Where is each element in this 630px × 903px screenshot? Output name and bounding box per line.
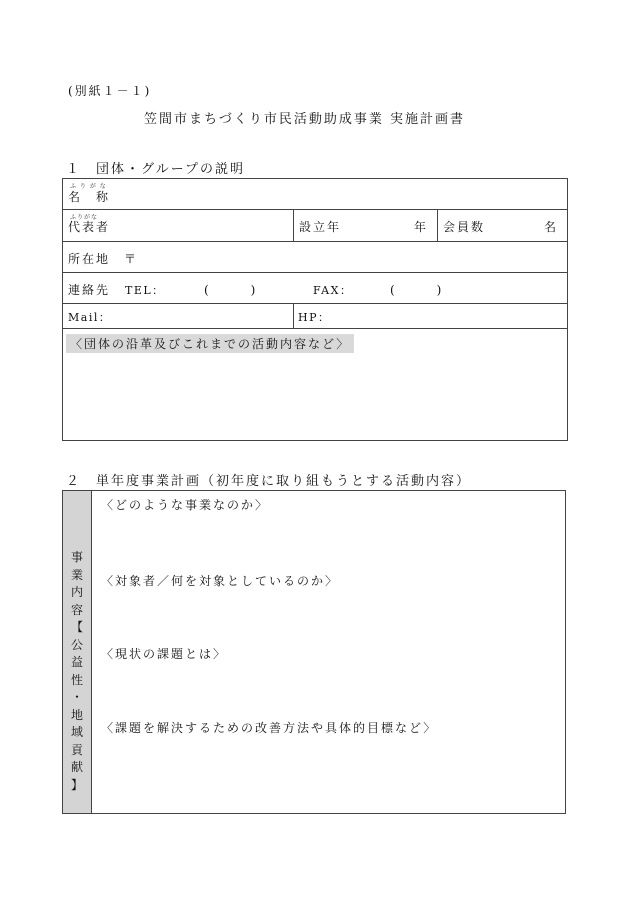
rep-ruby: ふりがな bbox=[70, 214, 99, 221]
side-label-char: 貢 bbox=[70, 742, 83, 757]
col-divider bbox=[293, 209, 294, 241]
prompt-issue: 〈現状の課題とは〉 bbox=[101, 647, 228, 661]
side-label-char: 【 bbox=[70, 620, 83, 634]
fax-label: FAX： bbox=[313, 284, 353, 297]
tel-label: TEL： bbox=[125, 284, 165, 297]
side-label bbox=[68, 549, 86, 794]
members-unit: 名 bbox=[544, 220, 559, 234]
side-label-char: 事 bbox=[70, 550, 83, 564]
side-label-char: 地 bbox=[70, 707, 83, 722]
col-divider bbox=[293, 303, 294, 328]
fax-paren: ( ) bbox=[390, 283, 448, 297]
name-ruby: ふ り が な bbox=[70, 183, 107, 190]
side-label-char: 益 bbox=[70, 655, 83, 669]
side-label-char: 献 bbox=[70, 760, 83, 774]
row-divider bbox=[62, 328, 568, 329]
side-label-char: 】 bbox=[70, 777, 83, 792]
col-divider bbox=[437, 209, 438, 241]
founded-label: 設立年 bbox=[299, 220, 342, 234]
tel-paren: ( ) bbox=[204, 283, 262, 297]
row-divider bbox=[62, 272, 568, 273]
side-label-char: ・ bbox=[70, 690, 83, 704]
year-unit: 年 bbox=[414, 220, 429, 234]
row-divider bbox=[62, 241, 568, 242]
side-label-char: 性 bbox=[70, 672, 83, 687]
history-note: 〈団体の沿革及びこれまでの活動内容など〉 bbox=[66, 334, 354, 353]
side-label-char: 内 bbox=[70, 585, 83, 599]
members-label: 会員数 bbox=[443, 220, 486, 234]
prompt-method: 〈課題を解決するための改善方法や具体的目標など〉 bbox=[101, 721, 438, 735]
row-divider bbox=[62, 303, 568, 304]
side-label-char: 容 bbox=[70, 602, 83, 617]
section2-heading: ２ 単年度事業計画（初年度に取り組もうとする活動内容） bbox=[66, 474, 472, 489]
prompt-what: 〈どのような事業なのか〉 bbox=[101, 498, 270, 512]
rep-label: 代表者 bbox=[68, 220, 111, 234]
page-title: 笠間市まちづくり市民活動助成事業 実施計画書 bbox=[144, 112, 466, 127]
prompt-target: 〈対象者／何を対象としているのか〉 bbox=[101, 574, 340, 588]
name-label: 名 称 bbox=[68, 190, 111, 204]
side-label-char: 公 bbox=[70, 637, 83, 652]
address-label: 所在地 〒 bbox=[68, 252, 139, 266]
side-label-char: 業 bbox=[70, 567, 83, 582]
side-label-char: 域 bbox=[70, 725, 83, 739]
attachment-label: (別紙１－１) bbox=[68, 84, 152, 98]
hp-label: HP： bbox=[298, 311, 331, 324]
row-divider bbox=[62, 209, 568, 210]
section1-heading: １ 団体・グループの説明 bbox=[66, 162, 245, 177]
mail-label: Mail： bbox=[68, 311, 112, 324]
contact-label: 連絡先 bbox=[68, 283, 111, 297]
